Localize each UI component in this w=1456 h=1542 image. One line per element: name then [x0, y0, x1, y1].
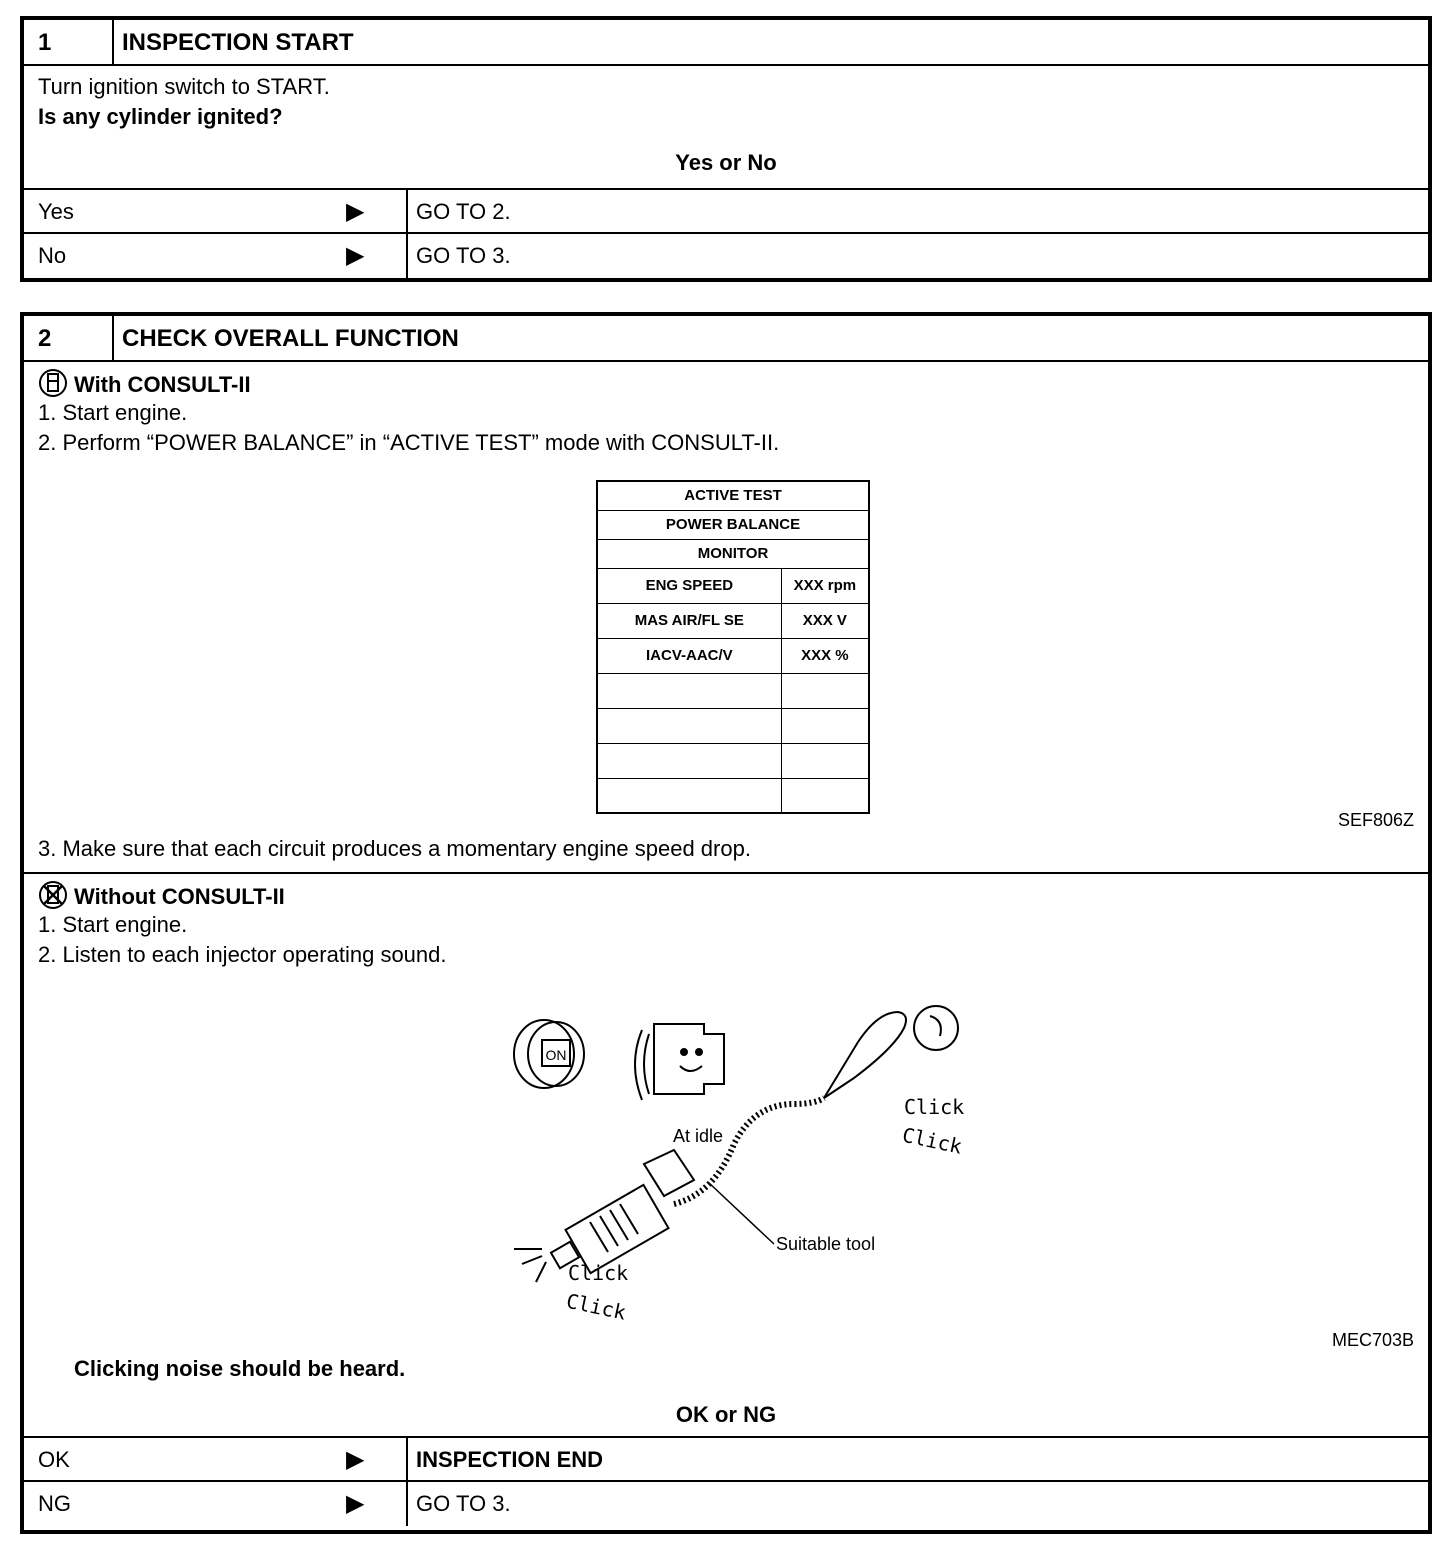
instruction-text: Turn ignition switch to START.	[38, 74, 330, 99]
key-label: ON	[545, 1047, 567, 1063]
step-line: 3. Make sure that each circuit produces a momentary engine speed drop.	[38, 836, 751, 861]
arrow-right-icon: ▶	[346, 198, 365, 225]
tool-handle-icon	[824, 1012, 906, 1098]
step-line: 2. Perform “POWER BALANCE” in “ACTIVE TEST” mode with CONSULT-II.	[38, 430, 780, 455]
with-consult-heading: With CONSULT-II	[38, 368, 251, 400]
arrow-right-icon: ▶	[346, 242, 365, 269]
tool-label: Suitable tool	[776, 1234, 876, 1254]
step-title: INSPECTION START	[122, 29, 354, 56]
choice-result: INSPECTION END	[416, 1447, 604, 1472]
monitor-value: XXX V	[781, 603, 869, 638]
choice-label: No	[38, 243, 67, 268]
monitor-item-empty	[597, 778, 781, 813]
figure-reference: SEF806Z	[1337, 810, 1414, 830]
active-test-screen	[596, 480, 870, 814]
consult-tool-icon	[38, 368, 68, 398]
step-number: 2	[24, 316, 114, 360]
stethoscope-hose	[674, 1098, 824, 1204]
choice-result: GO TO 3.	[416, 1491, 511, 1516]
arrow-right-icon: ▶	[346, 1490, 365, 1517]
monitor-value-empty	[781, 673, 869, 708]
injector-sound-illustration	[484, 994, 1004, 1334]
monitor-item: MAS AIR/FL SE	[597, 603, 781, 638]
choice-result: GO TO 3.	[416, 243, 511, 268]
step-line: 2. Listen to each injector operating sound.	[38, 942, 447, 967]
monitor-value-empty	[781, 708, 869, 743]
no-tool-icon	[38, 880, 68, 910]
screen-section: MONITOR	[597, 539, 869, 568]
monitor-item: IACV-AAC/V	[597, 638, 781, 673]
choice-result: GO TO 2.	[416, 199, 511, 224]
click-label: Click	[900, 1122, 965, 1159]
choice-label: OK	[38, 1447, 70, 1472]
step-1-body	[24, 66, 1428, 190]
with-consult-section	[24, 362, 1428, 874]
expected-result-note: Clicking noise should be heard.	[74, 1356, 406, 1381]
without-consult-section	[24, 874, 1428, 1438]
engine-icon	[635, 1024, 724, 1100]
arrow-right-icon: ▶	[346, 1446, 365, 1473]
choice-label: NG	[38, 1491, 71, 1516]
question-text: Is any cylinder ignited?	[38, 104, 283, 129]
choice-ok[interactable]	[24, 1438, 1428, 1482]
monitor-value: XXX rpm	[781, 568, 869, 603]
ignition-key-icon	[514, 1020, 584, 1088]
step-2-box	[20, 312, 1432, 1534]
monitor-item-empty	[597, 673, 781, 708]
step-line: 1. Start engine.	[38, 912, 188, 937]
step-number: 1	[24, 20, 114, 64]
step-title: CHECK OVERALL FUNCTION	[122, 325, 459, 352]
decision-prompt: OK or NG	[675, 1402, 777, 1427]
monitor-item: ENG SPEED	[597, 568, 781, 603]
step-1-box	[20, 16, 1432, 282]
without-consult-heading: Without CONSULT-II	[38, 880, 285, 912]
screen-title: ACTIVE TEST	[597, 481, 869, 510]
monitor-item-empty	[597, 743, 781, 778]
click-label: Click	[904, 1095, 965, 1119]
monitor-value-empty	[781, 778, 869, 813]
decision-prompt: Yes or No	[675, 150, 777, 175]
engine-label: At idle	[672, 1126, 724, 1146]
step-line: 1. Start engine.	[38, 400, 188, 425]
choice-ng[interactable]	[24, 1482, 1428, 1526]
choice-no[interactable]	[24, 234, 1428, 278]
figure-reference: MEC703B	[1331, 1330, 1414, 1350]
monitor-item-empty	[597, 708, 781, 743]
monitor-value: XXX %	[781, 638, 869, 673]
choice-yes[interactable]	[24, 190, 1428, 234]
choice-label: Yes	[38, 199, 74, 224]
monitor-value-empty	[781, 743, 869, 778]
ear-icon	[914, 1006, 958, 1050]
click-label: Click	[564, 1288, 629, 1325]
step-2-header	[24, 316, 1428, 362]
screen-subtitle: POWER BALANCE	[597, 510, 869, 539]
step-1-header	[24, 20, 1428, 66]
click-label: Click	[568, 1261, 629, 1285]
